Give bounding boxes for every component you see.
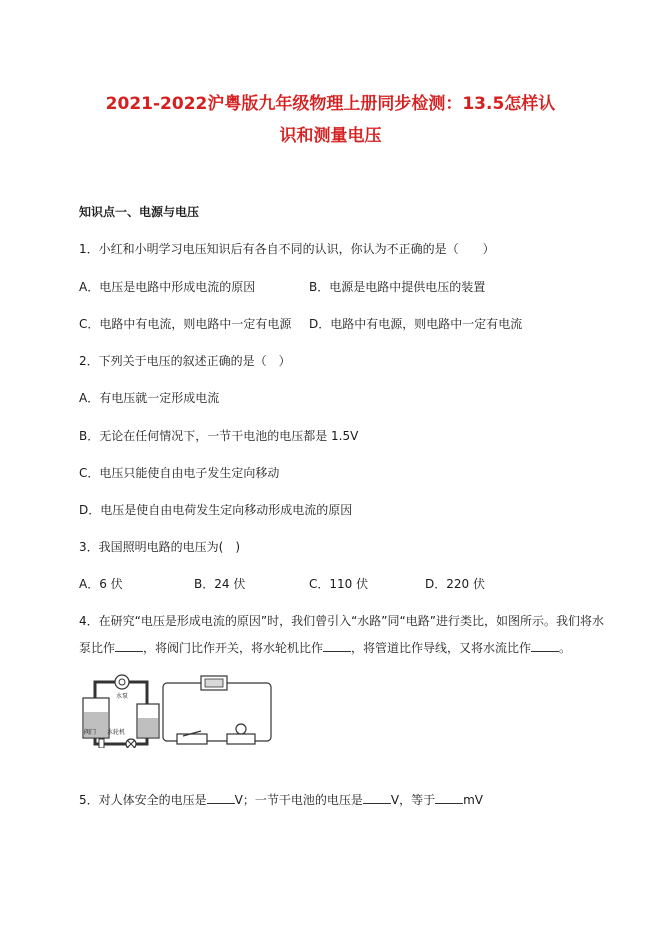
question-1-option-c: C．电路中有电流，则电路中一定有电源 (79, 317, 292, 331)
question-3-option-c: C．110 伏 (309, 577, 369, 591)
bulb-holder-icon (227, 734, 255, 744)
question-5-text-a: 5．对人体安全的电压是 (79, 793, 207, 807)
question-2-stem: 2．下列关于电压的叙述正确的是（ ） (79, 354, 291, 368)
question-1-option-a: A．电压是电路中形成电流的原因 (79, 280, 256, 294)
question-5-text-b: V；一节干电池的电压是 (234, 793, 363, 807)
question-3-option-d: D．220 伏 (425, 577, 485, 591)
figure-valve-label: 阀门 (84, 729, 97, 736)
document-title-line-1: 2021-2022沪粤版九年级物理上册同步检测：13.5怎样认 (105, 94, 556, 114)
switch-icon (177, 734, 207, 744)
question-5-text-c: V，等于 (390, 793, 436, 807)
section-heading: 知识点一、电源与电压 (79, 205, 200, 219)
question-2-option-c: C．电压只能使自由电子发生定向移动 (79, 466, 280, 480)
question-4-line-1: 4．在研究“电压是形成电流的原因”时，我们曾引入“水路”同“电路”进行类比，如图所示。我们将水 (79, 614, 604, 628)
document-title-line-2: 识和测量电压 (279, 126, 382, 146)
question-4-text-a: 泵比作 (79, 641, 116, 655)
question-2-option-a: A．有电压就一定形成电流 (79, 391, 220, 405)
question-1-option-b: B．电源是电路中提供电压的装置 (309, 280, 486, 294)
answer-blank (115, 639, 143, 652)
question-4-text-d: 。 (559, 641, 572, 655)
answer-blank (363, 791, 391, 804)
question-3-stem: 3．我国照明电路的电压为( ) (79, 540, 240, 554)
question-2-option-b: B．无论在任何情况下，一节干电池的电压都是 1.5V (79, 429, 359, 443)
water-pump-icon (115, 675, 129, 689)
question-1-option-d: D．电路中有电源，则电路中一定有电流 (309, 317, 523, 331)
valve-icon (99, 739, 104, 748)
question-4-text-b: ，将阀门比作开关，将水轮机比作 (143, 641, 324, 655)
question-4-line-2 (79, 639, 571, 656)
question-4-text-c: ，将管道比作导线，又将水流比作 (351, 641, 532, 655)
bulb-icon (236, 724, 246, 734)
answer-blank (531, 639, 559, 652)
answer-blank (323, 639, 351, 652)
electric-circuit-diagram (163, 676, 271, 744)
question-3-option-a: A．6 伏 (79, 577, 123, 591)
water-circuit-analogy-figure (79, 668, 279, 748)
question-5-text-d: mV (463, 793, 483, 807)
figure-pump-label: 水泵 (116, 693, 129, 700)
question-1-stem: 1．小红和小明学习电压知识后有各自不同的认识，你认为不正确的是（ ） (79, 242, 495, 256)
answer-blank (207, 791, 235, 804)
answer-blank (435, 791, 463, 804)
question-3-option-b: B．24 伏 (194, 577, 246, 591)
question-5 (79, 791, 483, 808)
question-2-option-d: D．电压是使自由电荷发生定向移动形成电流的原因 (79, 503, 353, 517)
water-circuit-diagram (83, 675, 159, 748)
figure-turbine-label: 水轮机 (107, 729, 126, 736)
